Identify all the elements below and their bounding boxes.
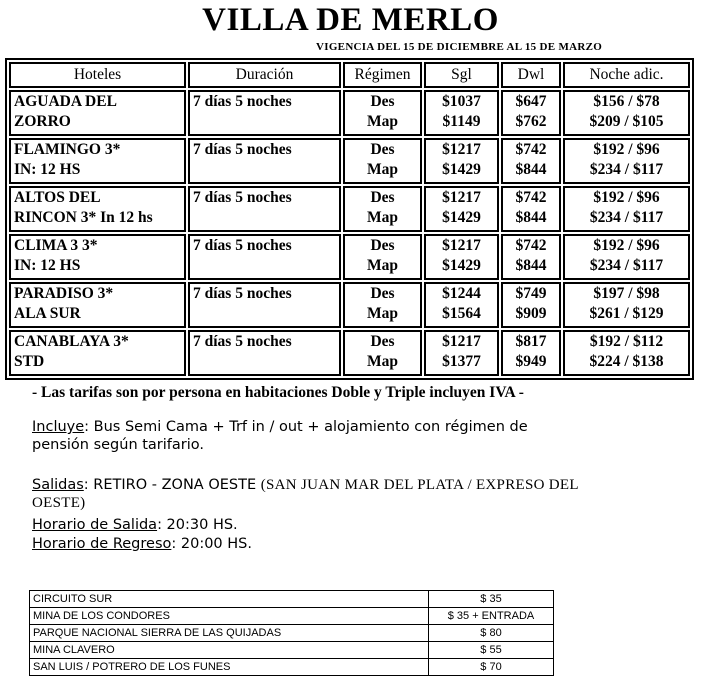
- hotel-dwl-line: $762: [515, 113, 547, 130]
- hotel-duration-line: 7 días 5 noches: [193, 189, 292, 206]
- hotel-sgl-line: $1429: [442, 209, 481, 226]
- excursion-name: PARQUE NACIONAL SIERRA DE LAS QUIJADAS: [30, 625, 429, 642]
- hotel-dwl-line: $844: [515, 209, 547, 226]
- horario-salida-value: : 20:30 HS.: [157, 517, 238, 533]
- hotel-extra-night: [563, 186, 690, 232]
- header-duracion: Duración: [188, 62, 341, 88]
- hotel-duration-line: 7 días 5 noches: [193, 93, 292, 110]
- hotel-dwl-line: $742: [515, 189, 547, 206]
- hotel-name-line: ALA SUR: [14, 305, 81, 322]
- hotel-name-line: CLIMA 3 3*: [14, 237, 98, 254]
- salidas-block: [32, 476, 579, 512]
- hotel-dwl-line: $844: [515, 257, 547, 274]
- hotel-extra-night-line: $224 / $138: [589, 353, 664, 370]
- hotel-extra-night-line: $156 / $78: [593, 93, 660, 110]
- hotel-duration: [188, 330, 341, 376]
- excursion-price: $ 35: [429, 591, 554, 608]
- hotel-dwl-line: $742: [515, 237, 547, 254]
- hotel-duration: [188, 138, 341, 184]
- excursion-row: [30, 659, 554, 676]
- hotel-sgl: [424, 138, 499, 184]
- hotel-name: [9, 330, 186, 376]
- hotel-sgl-line: $1429: [442, 161, 481, 178]
- horario-regreso: [32, 535, 252, 553]
- hotel-sgl: [424, 186, 499, 232]
- hotel-regimen: [343, 186, 422, 232]
- hotel-dwl: [501, 282, 561, 328]
- excursion-name: MINA DE LOS CONDORES: [30, 608, 429, 625]
- hotel-rates-table: [5, 58, 694, 380]
- hotel-dwl: [501, 90, 561, 136]
- hotel-name-line: STD: [14, 353, 45, 370]
- hotel-sgl-line: $1037: [442, 93, 481, 110]
- incluye-text-cont: pensión según tarifario.: [32, 437, 205, 453]
- hotel-name-line: IN: 12 HS: [14, 161, 81, 178]
- hotel-extra-night-line: $261 / $129: [589, 305, 664, 322]
- hotel-extra-night: [563, 282, 690, 328]
- hotel-dwl-line: $844: [515, 161, 547, 178]
- hotel-regimen: [343, 330, 422, 376]
- hotel-sgl-line: $1429: [442, 257, 481, 274]
- hotel-sgl-line: $1217: [442, 333, 481, 350]
- hotel-dwl-line: $742: [515, 141, 547, 158]
- hotel-name-line: IN: 12 HS: [14, 257, 81, 274]
- hotel-duration-line: 7 días 5 noches: [193, 285, 292, 302]
- hotel-regimen-line: Des: [370, 333, 395, 350]
- excursion-price: $ 80: [429, 625, 554, 642]
- hotel-row: [9, 138, 690, 184]
- hotel-dwl-line: $949: [515, 353, 547, 370]
- hotel-row: [9, 234, 690, 280]
- horario-regreso-label: Horario de Regreso: [32, 536, 172, 552]
- hotel-extra-night-line: $192 / $112: [589, 333, 664, 350]
- hotel-name-line: ZORRO: [14, 113, 71, 130]
- hotel-row: [9, 282, 690, 328]
- salidas-detail-cont: OESTE): [32, 495, 86, 511]
- hotel-name-line: AGUADA DEL: [14, 93, 117, 110]
- hotel-regimen: [343, 138, 422, 184]
- hotel-extra-night: [563, 234, 690, 280]
- hotel-regimen-line: Des: [370, 189, 395, 206]
- validity-period: VIGENCIA DEL 15 DE DICIEMBRE AL 15 DE MARZO: [316, 41, 603, 53]
- hotel-duration: [188, 282, 341, 328]
- hotel-extra-night-line: $234 / $117: [589, 209, 664, 226]
- hotel-row: [9, 330, 690, 376]
- excursion-price: $ 35 + ENTRADA: [429, 608, 554, 625]
- header-regimen: Régimen: [343, 62, 422, 88]
- hotel-name-line: CANABLAYA 3*: [14, 333, 129, 350]
- header-dwl: Dwl: [501, 62, 561, 88]
- hotel-name: [9, 186, 186, 232]
- incluye-text: : Bus Semi Cama + Trf in / out + alojamiento con régimen de: [84, 419, 528, 435]
- hotel-extra-night-line: $192 / $96: [593, 189, 660, 206]
- horario-salida: [32, 516, 238, 534]
- hotel-sgl: [424, 234, 499, 280]
- hotel-regimen-line: Des: [370, 93, 395, 110]
- excursion-name: CIRCUITO SUR: [30, 591, 429, 608]
- hotel-sgl-line: $1149: [442, 113, 481, 130]
- hotel-name: [9, 90, 186, 136]
- excursion-row: [30, 591, 554, 608]
- hotel-regimen-line: Des: [370, 285, 395, 302]
- hotel-extra-night-line: $209 / $105: [589, 113, 664, 130]
- hotel-regimen-line: Map: [367, 257, 398, 274]
- hotel-regimen: [343, 282, 422, 328]
- hotel-duration: [188, 234, 341, 280]
- excursion-price: $ 55: [429, 642, 554, 659]
- hotel-dwl: [501, 138, 561, 184]
- hotel-regimen: [343, 90, 422, 136]
- excursion-row: [30, 642, 554, 659]
- horario-salida-label: Horario de Salida: [32, 517, 158, 533]
- table-header-row: [9, 62, 690, 88]
- excursion-name: MINA CLAVERO: [30, 642, 429, 659]
- salidas-detail: (SAN JUAN MAR DEL PLATA / EXPRESO DEL: [260, 477, 579, 493]
- hotel-extra-night: [563, 90, 690, 136]
- hotel-dwl-line: $647: [515, 93, 547, 110]
- hotel-sgl-line: $1217: [442, 141, 481, 158]
- hotel-name: [9, 138, 186, 184]
- horario-regreso-value: : 20:00 HS.: [171, 536, 252, 552]
- hotel-extra-night-line: $234 / $117: [589, 161, 664, 178]
- excursions-table: [29, 590, 554, 676]
- hotel-regimen-line: Map: [367, 353, 398, 370]
- hotel-name: [9, 234, 186, 280]
- hotel-extra-night: [563, 138, 690, 184]
- hotel-sgl-line: $1217: [442, 237, 481, 254]
- hotel-sgl-line: $1217: [442, 189, 481, 206]
- hotel-regimen-line: Map: [367, 209, 398, 226]
- incluye-label: Incluye: [32, 419, 85, 435]
- hotel-name: [9, 282, 186, 328]
- excursion-row: [30, 625, 554, 642]
- hotel-extra-night-line: $197 / $98: [593, 285, 660, 302]
- rates-note: - Las tarifas son por persona en habitaciones Doble y Triple incluyen IVA -: [32, 384, 524, 401]
- header-sgl: Sgl: [424, 62, 499, 88]
- hotel-dwl-line: $749: [515, 285, 547, 302]
- hotel-regimen-line: Map: [367, 161, 398, 178]
- hotel-regimen-line: Map: [367, 113, 398, 130]
- excursion-name: SAN LUIS / POTRERO DE LOS FUNES: [30, 659, 429, 676]
- excursion-price: $ 70: [429, 659, 554, 676]
- incluye-block: [32, 418, 528, 454]
- hotel-dwl: [501, 186, 561, 232]
- hotel-extra-night-line: $234 / $117: [589, 257, 664, 274]
- hotel-duration: [188, 90, 341, 136]
- hotel-regimen: [343, 234, 422, 280]
- hotel-dwl: [501, 330, 561, 376]
- hotel-duration: [188, 186, 341, 232]
- salidas-text: : RETIRO - ZONA OESTE: [83, 477, 261, 493]
- header-noche-adic: Noche adic.: [563, 62, 690, 88]
- hotel-sgl: [424, 282, 499, 328]
- hotel-extra-night-line: $192 / $96: [593, 237, 660, 254]
- hotel-sgl-line: $1244: [442, 285, 481, 302]
- hotel-sgl-line: $1377: [442, 353, 481, 370]
- hotel-row: [9, 186, 690, 232]
- hotel-name-line: PARADISO 3*: [14, 285, 114, 302]
- salidas-label: Salidas: [32, 477, 84, 493]
- header-hoteles: Hoteles: [9, 62, 186, 88]
- hotel-duration-line: 7 días 5 noches: [193, 237, 292, 254]
- hotel-sgl: [424, 330, 499, 376]
- hotel-row: [9, 90, 690, 136]
- page-title: VILLA DE MERLO: [202, 2, 499, 38]
- excursion-row: [30, 608, 554, 625]
- hotel-name-line: FLAMINGO 3*: [14, 141, 121, 158]
- hotel-sgl: [424, 90, 499, 136]
- hotel-regimen-line: Map: [367, 305, 398, 322]
- hotel-regimen-line: Des: [370, 141, 395, 158]
- hotel-extra-night: [563, 330, 690, 376]
- hotel-name-line: RINCON 3* In 12 hs: [14, 209, 153, 226]
- hotel-regimen-line: Des: [370, 237, 395, 254]
- hotel-extra-night-line: $192 / $96: [593, 141, 660, 158]
- hotel-sgl-line: $1564: [442, 305, 481, 322]
- hotel-duration-line: 7 días 5 noches: [193, 141, 292, 158]
- hotel-duration-line: 7 días 5 noches: [193, 333, 292, 350]
- hotel-dwl-line: $817: [515, 333, 547, 350]
- hotel-dwl-line: $909: [515, 305, 547, 322]
- hotel-dwl: [501, 234, 561, 280]
- hotel-name-line: ALTOS DEL: [14, 189, 101, 206]
